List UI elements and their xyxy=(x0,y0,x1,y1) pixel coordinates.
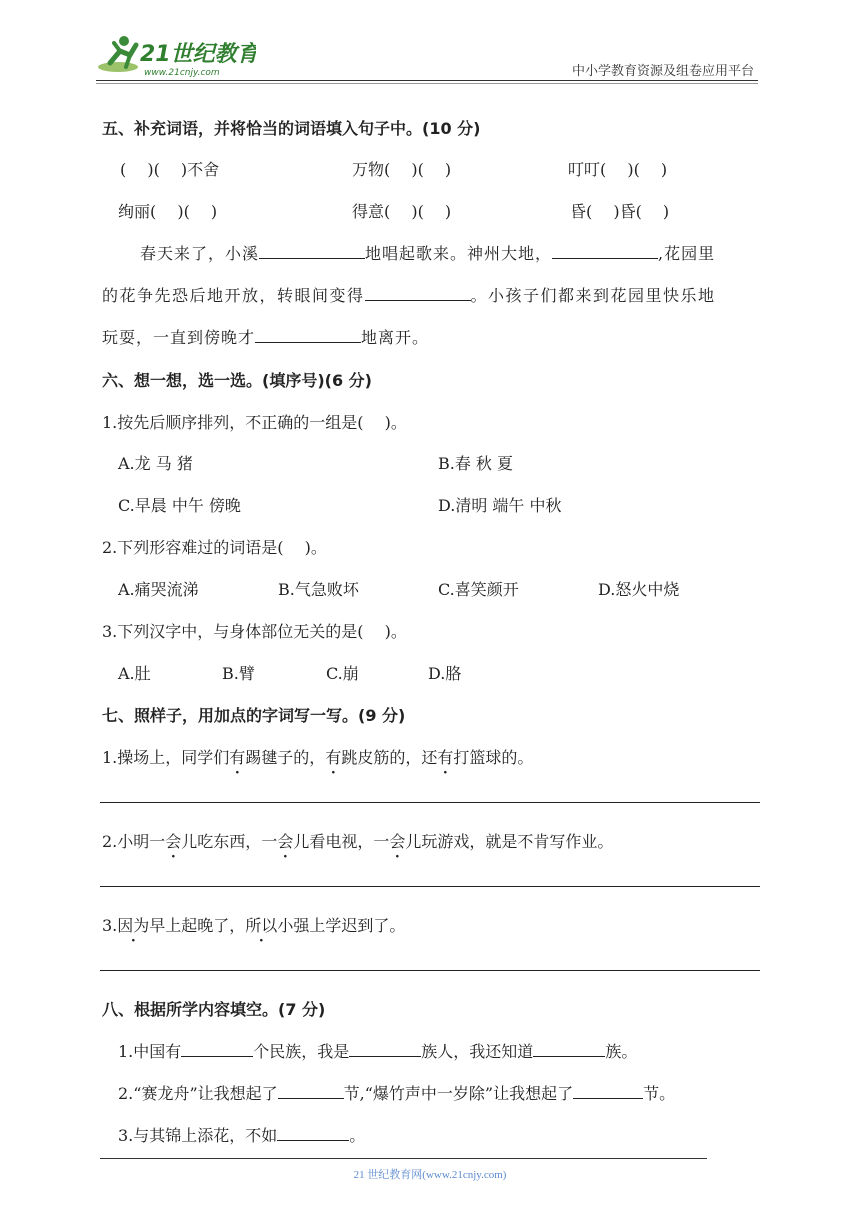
s6-q1-option-c: C.早晨 中午 傍晚 xyxy=(118,496,241,515)
s7-question-3 xyxy=(102,913,405,936)
s7-dotted-word: 一会儿 xyxy=(149,832,198,851)
s6-question-2: 2.下列形容难过的词语是( )。 xyxy=(102,538,327,557)
s6-question-3: 3.下列汉字中，与身体部位无关的是( )。 xyxy=(102,622,407,641)
s5-word-5: 得意( )( ) xyxy=(352,202,452,221)
s5-word-6: 昏( )昏( ) xyxy=(570,202,670,221)
s7-text: 2.小明 xyxy=(102,832,150,851)
s5-paragraph-line2 xyxy=(102,283,716,306)
footer-divider xyxy=(100,1158,707,1159)
s7-answer-line-2[interactable] xyxy=(100,886,760,887)
s5-text: 春天来了，小溪 xyxy=(140,244,260,263)
s5-word-1: ( )( )不舍 xyxy=(120,160,220,179)
s7-dotted-word: 有 xyxy=(437,748,454,767)
s7-text: 早上起晚了， xyxy=(149,916,246,935)
s5-text: 。小孩子们都来到花园里快乐地 xyxy=(470,286,716,305)
s5-word-4: 绚丽( )( ) xyxy=(118,202,218,221)
s8-question-2 xyxy=(118,1081,675,1104)
s7-dotted-word: 一会儿 xyxy=(373,832,422,851)
s8-text: 1.中国有 xyxy=(118,1042,182,1061)
s7-text: 打篮球的。 xyxy=(453,748,534,767)
s5-word-3: 叮叮( )( ) xyxy=(568,160,668,179)
s8-question-1 xyxy=(118,1039,637,1062)
logo-text: 21世纪教育 xyxy=(140,42,256,67)
s7-dotted-word: 所以 xyxy=(245,916,278,935)
blank[interactable] xyxy=(278,1084,344,1099)
blank[interactable] xyxy=(552,244,658,259)
section7-title: 七、照样子，用加点的字词写一写。(9 分) xyxy=(102,706,406,725)
blank[interactable] xyxy=(573,1084,643,1099)
s7-text: 吃东西， xyxy=(197,832,262,851)
blank[interactable] xyxy=(349,1042,421,1057)
s7-text: 看电视， xyxy=(309,832,374,851)
s7-text: 玩游戏，就是不肯写作业。 xyxy=(421,832,614,851)
s7-answer-line-1[interactable] xyxy=(100,802,760,803)
s5-text: 地离开。 xyxy=(361,328,430,347)
s8-text: 2.“赛龙舟”让我想起了 xyxy=(118,1084,278,1103)
s7-text: 1.操场上，同学们 xyxy=(102,748,230,767)
s7-question-1 xyxy=(102,745,533,768)
s7-dotted-word: 一会儿 xyxy=(261,832,310,851)
s6-q2-option-c: C.喜笑颜开 xyxy=(438,580,519,599)
s6-q1-option-d: D.清明 端午 中秋 xyxy=(438,496,562,515)
s8-question-3 xyxy=(118,1123,365,1146)
blank[interactable] xyxy=(365,286,471,301)
s5-text: 地唱起歌来。神州大地， xyxy=(365,244,553,263)
s6-question-1: 1.按先后顺序排列，不正确的一组是( )。 xyxy=(102,413,407,432)
blank[interactable] xyxy=(181,1042,253,1057)
blank[interactable] xyxy=(277,1126,349,1141)
s6-q3-option-b: B.臂 xyxy=(222,664,255,683)
s5-text: 玩耍，一直到傍晚才 xyxy=(102,328,256,347)
s6-q3-option-a: A.肚 xyxy=(118,664,151,683)
blank[interactable] xyxy=(533,1042,605,1057)
s6-q2-option-a: A.痛哭流涕 xyxy=(118,580,199,599)
s7-text: 小强上学迟到了。 xyxy=(277,916,406,935)
s8-text: 节。 xyxy=(643,1084,676,1103)
s5-word-2: 万物( )( ) xyxy=(352,160,452,179)
footer-text: 21 世纪教育网(www.21cnjy.com) xyxy=(353,1169,507,1181)
s7-dotted-word: 有 xyxy=(325,748,342,767)
s6-q2-option-b: B.气急败坏 xyxy=(278,580,359,599)
s6-q1-option-b: B.春 秋 夏 xyxy=(438,454,514,473)
s7-text: 3. xyxy=(102,916,118,935)
s5-text: ,花园里 xyxy=(658,244,716,263)
runner-logo-icon xyxy=(96,33,256,79)
s5-text: 的花争先恐后地开放，转眼间变得 xyxy=(102,286,365,305)
section5-title: 五、补充词语，并将恰当的词语填入句子中。(10 分) xyxy=(102,119,481,138)
header-platform-text: 中小学教育资源及组卷应用平台 xyxy=(571,64,754,79)
header-divider-thin xyxy=(96,83,758,84)
s7-dotted-word: 有 xyxy=(229,748,246,767)
s8-text: 族。 xyxy=(605,1042,638,1061)
s8-text: 3.与其锦上添花，不如 xyxy=(118,1126,278,1145)
s5-paragraph-line1 xyxy=(140,241,715,264)
s6-q2-option-d: D.怒火中烧 xyxy=(598,580,680,599)
s8-text: 节,“爆竹声中一岁除”让我想起了 xyxy=(343,1084,574,1103)
header-divider xyxy=(96,80,758,81)
section6-title: 六、想一想，选一选。(填序号)(6 分) xyxy=(102,371,372,390)
s8-text: 。 xyxy=(349,1126,366,1145)
s6-q1-option-a: A.龙 马 猪 xyxy=(118,454,193,473)
s7-text: 跳皮筋的，还 xyxy=(341,748,438,767)
s7-dotted-word: 因为 xyxy=(117,916,150,935)
s8-text: 个民族，我是 xyxy=(253,1042,350,1061)
s7-question-2 xyxy=(102,829,613,852)
s8-text: 族人，我还知道 xyxy=(421,1042,534,1061)
s5-paragraph-line3 xyxy=(102,325,429,348)
section8-title: 八、根据所学内容填空。(7 分) xyxy=(102,1000,326,1019)
s6-q3-option-d: D.胳 xyxy=(428,664,462,683)
s6-q3-option-c: C.崩 xyxy=(326,664,359,683)
s7-text: 踢毽子的， xyxy=(245,748,326,767)
blank[interactable] xyxy=(255,328,361,343)
s7-answer-line-3[interactable] xyxy=(100,970,760,971)
blank[interactable] xyxy=(259,244,365,259)
logo-url-text: www.21cnjy.com xyxy=(144,68,220,78)
site-logo xyxy=(96,33,256,79)
